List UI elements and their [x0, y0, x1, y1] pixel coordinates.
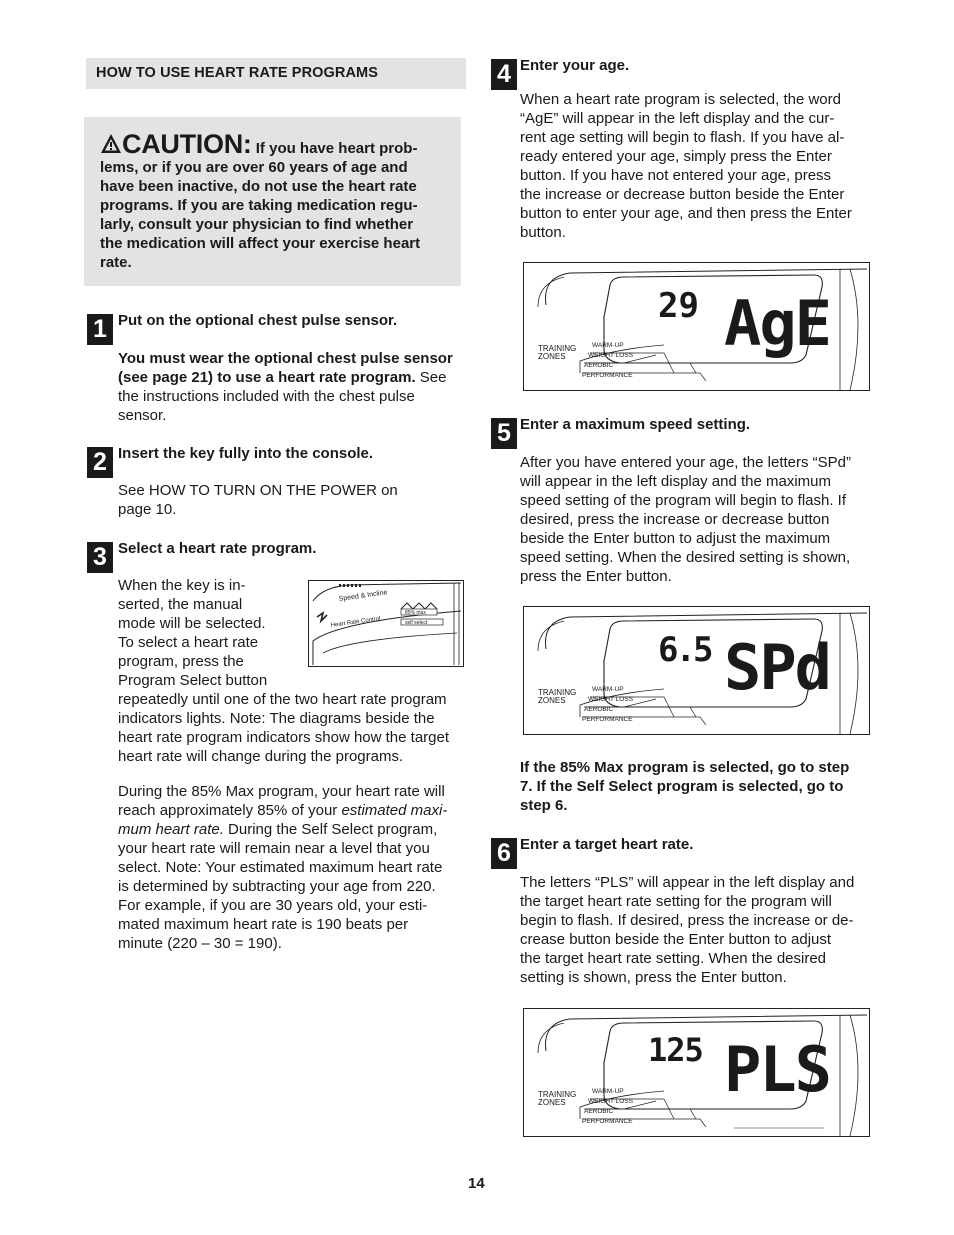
label-weight-loss: WEIGHT LOSS: [588, 1098, 634, 1105]
inset-self-label: self select: [405, 620, 428, 626]
caution-line: lems, or if you are over 60 years of age and: [100, 159, 408, 176]
step-title: Enter your age.: [520, 57, 630, 74]
label-warmup: WARM-UP: [592, 342, 624, 349]
step-line: the target heart rate setting. When the desired: [520, 950, 827, 967]
step-line: sensor.: [118, 407, 167, 424]
step-line: The letters “PLS” will appear in the left display and: [520, 874, 855, 891]
step-line: rent age setting will begin to flash. If you have al-: [520, 129, 845, 146]
step-line: button.: [520, 224, 566, 241]
goto-line: If the 85% Max program is selected, go to step: [520, 759, 850, 776]
step-title: Select a heart rate program.: [118, 540, 317, 557]
inset-max-label: 85% max: [405, 610, 426, 616]
step-number: 5: [491, 418, 517, 449]
step-line: For example, if you are 30 years old, your esti-: [118, 897, 428, 914]
step-line: is determined by subtracting your age from 220.: [118, 878, 436, 895]
caution-label: CAUTION:: [122, 129, 252, 159]
label-zones: ZONES: [538, 352, 566, 361]
section-header: [86, 58, 466, 89]
label-aerobic: AEROBIC: [584, 1108, 614, 1115]
heart-rate-icon: [317, 613, 327, 621]
step-line: desired, press the increase or decrease button: [520, 511, 830, 528]
step-line-italic: mum heart rate.: [118, 821, 224, 838]
step-line: setting is shown, press the Enter button.: [520, 969, 787, 986]
step-title: Enter a target heart rate.: [520, 836, 694, 853]
step-line: your heart rate will remain near a level that you: [118, 840, 430, 857]
step-line: the instructions included with the chest pulse: [118, 388, 415, 405]
step-line: the increase or decrease button beside the Enter: [520, 186, 845, 203]
step-line: button. If you have not entered your age, press: [520, 167, 832, 184]
step-body: [118, 481, 398, 519]
display-value: 29: [658, 286, 699, 326]
console-illustration: [308, 580, 464, 667]
step-line: begin to flash. If desired, press the increase or de-: [520, 912, 854, 929]
step-line: the target heart rate setting for the program will: [520, 893, 832, 910]
step-line: mode will be selected.: [118, 615, 266, 632]
warning-icon: [100, 133, 122, 154]
step-number: 1: [87, 314, 113, 345]
step-line: minute (220 – 30 = 190).: [118, 935, 282, 952]
step-line-italic: estimated maxi-: [341, 802, 448, 819]
goto-line: 7. If the Self Select program is selected, go to: [520, 778, 844, 795]
step-line: During the 85% Max program, your heart rate will: [118, 783, 445, 800]
step-line: repeatedly until one of the two heart rate program: [118, 691, 447, 708]
step-line: To select a heart rate: [118, 634, 259, 651]
step-line: When the key is in-: [118, 577, 246, 594]
caution-line: If you have heart prob-: [255, 140, 418, 157]
caution-line: rate.: [100, 254, 132, 271]
label-warmup: WARM-UP: [592, 686, 624, 693]
step-body: [520, 873, 854, 987]
caution-line: the medication will affect your exercise heart: [100, 235, 421, 252]
step-number: 2: [87, 447, 113, 478]
goto-line: step 6.: [520, 797, 568, 814]
step-line: button to enter your age, and then press the Enter: [520, 205, 852, 222]
label-warmup: WARM-UP: [592, 1088, 624, 1095]
step-number: 4: [491, 59, 517, 90]
step-body: [118, 782, 447, 953]
step-line: When a heart rate program is selected, the word: [520, 91, 841, 108]
goto-note: [520, 758, 849, 815]
caution-box: [84, 117, 461, 286]
inset-speed-label: Speed & Incline: [338, 589, 388, 603]
caution-line: have been inactive, do not use the heart rate: [100, 178, 417, 195]
step-line: speed setting. When the desired setting is shown,: [520, 549, 851, 566]
step-line: “AgE” will appear in the left display and the cur-: [520, 110, 835, 127]
label-weight-loss: WEIGHT LOSS: [588, 352, 634, 359]
step-line: beside the Enter button to adjust the maximum: [520, 530, 831, 547]
label-training: TRAINING: [538, 1090, 577, 1099]
step-line: heart rate will change during the programs.: [118, 748, 404, 765]
console-drawing: [309, 581, 463, 666]
caution-line: programs. If you are taking medication regu-: [100, 197, 418, 214]
display-word: AgE: [724, 287, 830, 360]
label-zones: ZONES: [538, 696, 566, 705]
display-word: SPd: [724, 631, 830, 704]
step-title: Put on the optional chest pulse sensor.: [118, 312, 398, 329]
console-display-speed: [523, 606, 870, 735]
step-body: [520, 90, 852, 242]
label-aerobic: AEROBIC: [584, 706, 614, 713]
label-performance: PERFORMANCE: [582, 716, 633, 723]
page-number: 14: [468, 1175, 485, 1192]
step-number: 3: [87, 542, 113, 573]
step-line: crease button beside the Enter button to adjust: [520, 931, 832, 948]
step-line: speed setting of the program will begin to flash. If: [520, 492, 847, 509]
step-line: reach approximately 85% of your: [118, 802, 342, 819]
step-line: will appear in the left display and the maximum: [520, 473, 831, 490]
step-line: Program Select button: [118, 672, 268, 689]
step-line: press the Enter button.: [520, 568, 672, 585]
step-line: See: [415, 369, 447, 386]
step-line: After you have entered your age, the letters “SPd”: [520, 454, 852, 471]
label-aerobic: AEROBIC: [584, 362, 614, 369]
display-value: 6.5: [658, 630, 711, 670]
display-value: 125: [648, 1031, 703, 1069]
step-body: [118, 349, 468, 425]
step-body: [520, 453, 851, 586]
console-display-age: [523, 262, 870, 391]
step-bold-line: (see page 21) to use a heart rate program.: [118, 369, 416, 386]
caution-text: [100, 129, 452, 272]
step-line: page 10.: [118, 501, 177, 518]
step-title: Enter a maximum speed setting.: [520, 416, 751, 433]
display-word: PLS: [724, 1033, 830, 1106]
step-bold-line: You must wear the optional chest pulse sensor: [118, 350, 453, 367]
step-line: serted, the manual: [118, 596, 243, 613]
step-number: 6: [491, 838, 517, 869]
step-title: Insert the key fully into the console.: [118, 445, 374, 462]
step-line: program, press the: [118, 653, 244, 670]
label-weight-loss: WEIGHT LOSS: [588, 696, 634, 703]
label-zones: ZONES: [538, 1098, 566, 1107]
caution-line: larly, consult your physician to find whether: [100, 216, 414, 233]
label-training: TRAINING: [538, 344, 577, 353]
label-training: TRAINING: [538, 688, 577, 697]
console-display-pulse: [523, 1008, 870, 1137]
step-line: heart rate program indicators show how the target: [118, 729, 450, 746]
step-line: select. Note: Your estimated maximum heart rate: [118, 859, 443, 876]
step-line: indicators lights. Note: The diagrams beside the: [118, 710, 435, 727]
label-performance: PERFORMANCE: [582, 372, 633, 379]
step-line: ready entered your age, simply press the Enter: [520, 148, 832, 165]
inset-hr-label: Heart Rate Control: [330, 616, 381, 629]
step-line: See HOW TO TURN ON THE POWER on: [118, 482, 398, 499]
step-line: During the Self Select program,: [223, 821, 438, 838]
step-line: mated maximum heart rate is 190 beats per: [118, 916, 409, 933]
section-title: HOW TO USE HEART RATE PROGRAMS: [96, 65, 378, 81]
label-performance: PERFORMANCE: [582, 1118, 633, 1125]
